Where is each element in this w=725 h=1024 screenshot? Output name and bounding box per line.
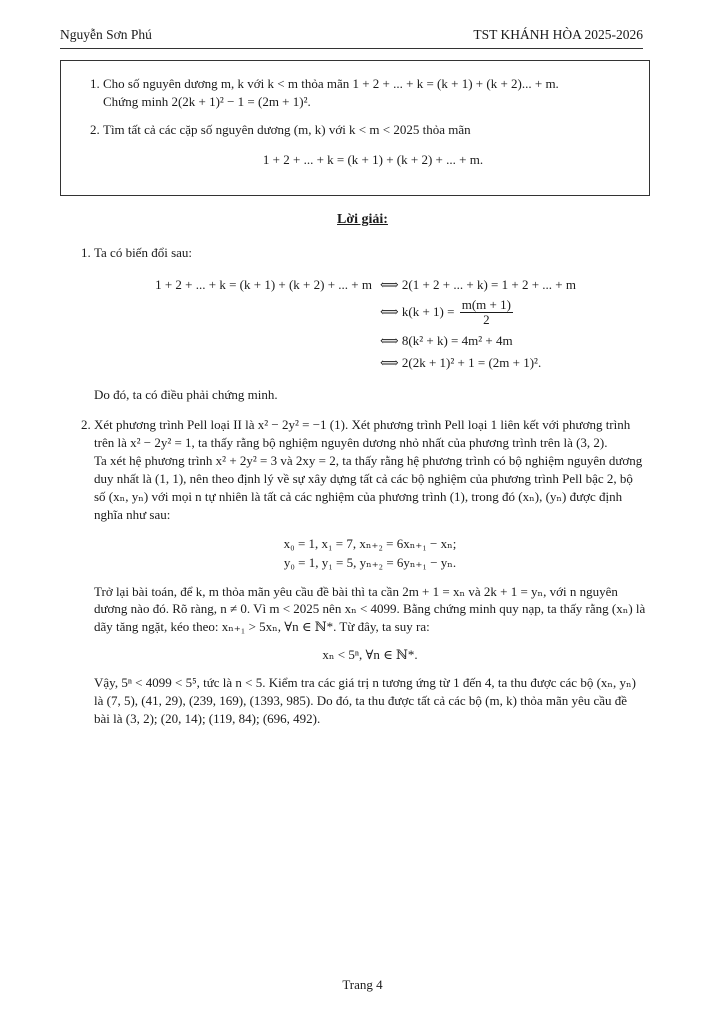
fraction-numerator: m(m + 1): [461, 297, 511, 313]
solution-body: [76, 244, 646, 740]
equivalence-row-2-lhs: k(k + 1) =: [401, 303, 455, 319]
equivalence-row-3: [104, 330, 646, 352]
equivalence-row-4-right: 2(2k + 1)² + 1 = (2m + 1)².: [401, 354, 542, 370]
part-2-paragraph-2: Ta xét hệ phương trình x² + 2y² = 3 và 2xy = 2, ta thấy rằng hệ phương trình có bộ nghiệm nguyên dương duy nhất là (1, 1), nên theo định lý về sự xây dựng tất cả các bộ nghiệm của phương trình Pell bậc 2, bộ số (xₙ, yₙ) với mọi n tự nhiên là tất cả các nghiệm của phương trình (1), trong đó (xₙ), (yₙ) được định nghĩa như sau:: [94, 452, 643, 522]
solution-part-1: [94, 244, 646, 404]
equivalence-row-4: [104, 352, 646, 374]
solution-list: [76, 244, 646, 728]
problem-2-line-1: 2. Tìm tất cả các cặp số nguyên dương (m, k) với k < m < 2025 thỏa mãn: [103, 121, 471, 137]
solution-title: Lời giải:: [337, 212, 388, 227]
part-2-paragraph-3: Trở lại bài toán, để k, m thỏa mãn yêu cầu đề bài thì ta cần 2m + 1 = xₙ và 2k + 1 = yₙ, với n nguyên dương nào đó. Rõ ràng, n ≠ 0. Vì m < 2025 nên xₙ < 4099. Bằng chứng minh quy nạp, ta thấy rằng (xₙ) là dãy tăng ngặt, kéo theo: xₙ₊₁ > 5xₙ, ∀n ∈ ℕ*. Từ đây, ta suy ra:: [94, 583, 646, 635]
equivalence-row-3-right: 8(k² + k) = 4m² + 4m: [401, 332, 513, 348]
fraction-denominator: 2: [483, 312, 490, 328]
problem-2-equation: 1 + 2 + ... + k = (k + 1) + (k + 2) + ... + m.: [262, 151, 484, 167]
problem-1-line-1: 1. Cho số nguyên dương m, k với k < m thỏa mãn 1 + 2 + ... + k = (k + 1) + (k + 2)... + m.: [103, 76, 559, 91]
solution-part-2: [94, 416, 646, 728]
equivalence-left: 1 + 2 + ... + k = (k + 1) + (k + 2) + ... + m: [155, 276, 372, 292]
part-2-paragraph-4: Vậy, 5ⁿ < 4099 < 5⁵, tức là n < 5. Kiểm tra các giá trị n tương ứng từ 1 đến 4, ta thu được các bộ (xₙ, yₙ) là (7, 5), (41, 29), (239, 169), (1393, 985). Do đó, ta thu được tất cả các bộ (m, k) thỏa mãn yêu cầu đề bài là (3, 2); (20, 14); (119, 84); (696, 492).: [94, 675, 636, 727]
recurrence-x: x₀ = 1, x₁ = 7, xₙ₊₂ = 6xₙ₊₁ − xₙ;: [283, 535, 457, 551]
fraction: [460, 298, 513, 328]
bound-equation: xₙ < 5ⁿ, ∀n ∈ ℕ*.: [322, 647, 418, 663]
iff-symbol: ⟺: [380, 354, 399, 370]
equivalence-row-2: [104, 296, 646, 330]
iff-symbol: ⟺: [380, 303, 399, 319]
equivalence-row-1: [104, 274, 646, 296]
page-number: Trang 4: [342, 977, 383, 992]
page-header: [60, 26, 643, 49]
iff-symbol: ⟺: [380, 332, 399, 348]
part-2-paragraph-1: 2. Xét phương trình Pell loại II là x² − 2y² = −1 (1). Xét phương trình Pell loại 1 liên kết với phương trình trên là x² − 2y² = 1, ta thấy rằng bộ nghiệm nguyên dương nhỏ nhất của phương trình trên là (3, 2).: [94, 416, 631, 450]
recurrence-system: [94, 534, 646, 573]
problem-list: [79, 75, 643, 169]
equivalence-chain: [104, 274, 646, 374]
part-1-conclusion: Do đó, ta có điều phải chứng minh.: [94, 386, 278, 402]
recurrence-y: y₀ = 1, y₁ = 5, yₙ₊₂ = 6yₙ₊₁ − yₙ.: [283, 555, 457, 570]
problem-item-2: [103, 121, 643, 169]
iff-symbol: ⟺: [380, 276, 399, 292]
problem-statement-box: [60, 60, 650, 196]
exam-title: TST KHÁNH HÒA 2025-2026: [473, 27, 643, 42]
equivalence-row-1-right: 2(1 + 2 + ... + k) = 1 + 2 + ... + m: [401, 276, 576, 292]
part-1-intro: 1. Ta có biến đổi sau:: [94, 245, 193, 260]
problem-item-1: [103, 75, 643, 111]
author-name: Nguyễn Sơn Phú: [60, 27, 152, 42]
problem-1-line-2: Chứng minh 2(2k + 1)² − 1 = (2m + 1)².: [103, 93, 311, 109]
